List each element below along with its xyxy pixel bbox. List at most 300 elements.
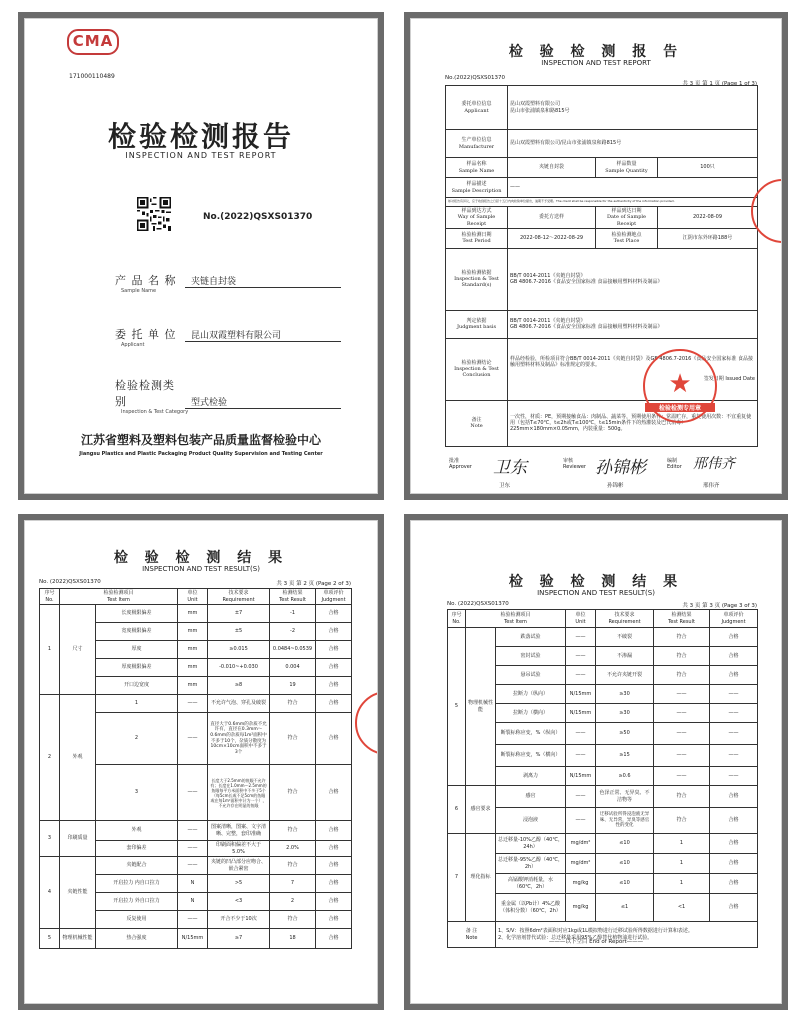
cell-result: —— (654, 767, 710, 786)
cell-req: ≤1 (596, 894, 654, 922)
cell-judgment: 合格 (316, 641, 352, 659)
cell-req: ±7 (208, 605, 270, 623)
cell (596, 228, 658, 248)
cell-judgment: 合格 (316, 623, 352, 641)
approver-signature: 卫东 (493, 458, 527, 478)
field-label: 委 托 单 位 (115, 328, 177, 341)
label-en: Test Place (613, 238, 640, 245)
cell-result: 7 (270, 875, 316, 893)
issuer-name-cn: 江苏省塑料及塑料包装产品质量监督检验中心 (80, 433, 321, 447)
table-row (446, 130, 758, 158)
conclusion-text: 样品经检验，所检项目符合BB/T 0014-2011《夹链自封袋》及GB 4806.7-2016《食品安全国家标准 食品接触用塑料材料及制品》标准规定的要求。 (510, 355, 753, 369)
cell-unit: —— (178, 911, 208, 929)
results-title: 检 验 检 测 结 果 (113, 550, 289, 566)
cell: BB/T 0014-2011《夹链自封袋》 GB 4806.7-2016《食品安全国家标准 食品接触用塑料材料及制品》 (508, 248, 758, 310)
cell-result: <1 (654, 894, 710, 922)
cell-item: 套印偏差 (96, 841, 178, 857)
label-cn: 判定依据 (466, 318, 487, 324)
issued-date: 签发日期 Issued Date (703, 376, 755, 383)
cell-req: ≤10 (596, 854, 654, 874)
cell-req: <3 (208, 893, 270, 911)
cell-judgment: 合格 (710, 894, 758, 922)
cell-result: 19 (270, 677, 316, 695)
cell-item: 长度极限偏差 (96, 605, 178, 623)
label-cn: 委托单位信息 (461, 101, 492, 108)
cell-unit: N/15mm (178, 929, 208, 949)
cell-result: 符合 (270, 911, 316, 929)
report-page (410, 18, 782, 494)
cell-req: ≥30 (596, 704, 654, 723)
cell-item: 1 (96, 695, 178, 713)
cell-judgment: 合格 (710, 666, 758, 685)
cell-unit: N/15mm (566, 704, 596, 723)
cell-group: 物理机械性能 (466, 628, 496, 786)
cell (446, 228, 508, 248)
cell-item: 开启拉力 内自口拉力 (96, 875, 178, 893)
value: 昆山双霞塑料有限公司 (510, 101, 561, 108)
cell-req: ≥50 (596, 723, 654, 745)
cell-group: 尺寸 (60, 605, 96, 695)
cell-unit: mm (178, 659, 208, 677)
cell-no: 2 (40, 695, 60, 821)
cell-item: 感官 (496, 786, 566, 808)
cell-unit: —— (566, 786, 596, 808)
cell-result: 符合 (654, 808, 710, 834)
cell-judgment: 合格 (710, 628, 758, 647)
column-header: 单位 Unit (178, 589, 208, 605)
cell-item: 拉断力（横向） (496, 704, 566, 723)
field-value: 昆山双霞塑料有限公司 (185, 328, 341, 342)
report-number: No.(2022)QSXS01370 (445, 75, 505, 81)
cell-judgment: 合格 (710, 834, 758, 854)
cell-judgment: —— (710, 767, 758, 786)
cell-group: 物理机械性能 (60, 929, 96, 949)
cell-judgment: 合格 (316, 841, 352, 857)
cell-judgment: —— (710, 704, 758, 723)
column-header: 检验检测项目 Test Item (60, 589, 178, 605)
reviewer-name: 孙锦彬 (607, 483, 624, 489)
table-row (446, 248, 758, 310)
cell-item: 厚度极限偏差 (96, 659, 178, 677)
cell-unit: —— (566, 808, 596, 834)
results-page-3 (410, 520, 782, 1004)
results-page-2 (24, 520, 378, 1004)
cma-logo: CMA (67, 29, 119, 55)
edge-seal (355, 691, 378, 755)
cell-unit: N/15mm (566, 767, 596, 786)
cell-result: 符合 (270, 695, 316, 713)
cell-no: 7 (448, 834, 466, 922)
table-row (448, 628, 758, 647)
cell-req: ≥0.015 (208, 641, 270, 659)
cell (508, 86, 758, 130)
table-row (448, 786, 758, 808)
cell-unit: N (178, 875, 208, 893)
cell-result: 1 (654, 834, 710, 854)
cell-result: 符合 (654, 647, 710, 666)
label-en: Judgment basis (456, 324, 497, 331)
qr-code (137, 197, 171, 231)
cell: BB/T 0014-2011《夹链自封袋》 GB 4806.7-2016《食品安全国家标准 食品接触用塑料材料及制品》 (508, 310, 758, 338)
results-subtitle: INSPECTION AND TEST RESULT(S) (142, 565, 260, 573)
cell-result: —— (654, 723, 710, 745)
column-header: 序号 No. (448, 610, 466, 628)
cell-unit: —— (178, 695, 208, 713)
cell-judgment: —— (710, 745, 758, 767)
label-en: Applicant (464, 107, 489, 114)
editor-label (667, 459, 682, 470)
cell-item: 悬吊试验 (496, 666, 566, 685)
label-cn: 检验检测结论 (461, 359, 492, 366)
cell: 100只 (658, 158, 758, 178)
cell-req: ≥30 (596, 685, 654, 704)
cell-no: 5 (448, 628, 466, 786)
field-category (115, 377, 345, 415)
column-header: 单位 Unit (566, 610, 596, 628)
cell-item: 跌落试验 (496, 628, 566, 647)
label-cn: 备注 (471, 417, 482, 423)
cell-item: 宽度极限偏差 (96, 623, 178, 641)
cell (446, 158, 508, 178)
cell-result: 符合 (654, 628, 710, 647)
cell-req: 开合不少于10次 (208, 911, 270, 929)
cell-req: 直径大于0.6mm的杂质不允许有，直径在0.3mm～0.6mm的杂质每1m²面积中不多于10个，杂质分散度为10cm×10cm面积中不多于3个 (208, 713, 270, 765)
cell-item: 反复使用 (96, 911, 178, 929)
cell-result: -1 (270, 605, 316, 623)
cell-result: —— (654, 685, 710, 704)
report-number: No.(2022)QSXS01370 (203, 212, 313, 222)
cell: 夹链自封袋 (508, 158, 596, 178)
table-row (446, 86, 758, 130)
cell-result: 符合 (270, 821, 316, 841)
table-row (40, 929, 352, 949)
cell-req: 不允许夹链开裂 (596, 666, 654, 685)
cell-req: ≤10 (596, 874, 654, 894)
cell-req: 图案清晰，图案、文字清晰、完整，套印准确 (208, 821, 270, 841)
cell-result: —— (654, 745, 710, 767)
cell-unit: —— (178, 841, 208, 857)
role-en: Approver (449, 463, 472, 470)
cell-judgment: 合格 (710, 786, 758, 808)
value-address: 昆山市张浦镇泉和路815号 (510, 107, 570, 114)
label-cn: 样品描述 (466, 181, 487, 188)
cell-unit: mg/dm² (566, 834, 596, 854)
label-en: Sample Name (458, 167, 495, 174)
cell-req: 长度大于2.5mm的鱼眼不允许有；长度在1.0mm～2.5mm的鱼眼每平方米面积中不多于5个（每5cm长或不足5cm的鱼眼或在每1m²面积中计为一个），不允许存在明显的鱼眼 (208, 765, 270, 821)
cell-unit: —— (566, 745, 596, 767)
cell-group: 外观 (60, 695, 96, 821)
role: 编制 (667, 458, 678, 464)
cell-judgment: 合格 (710, 647, 758, 666)
cover-subtitle: INSPECTION AND TEST REPORT (125, 151, 277, 160)
cell-result: 0.0484~0.0539 (270, 641, 316, 659)
column-header: 检测结果 Test Result (654, 610, 710, 628)
field-sublabel: Sample Name (121, 288, 157, 294)
cell-item: 浸泡液 (496, 808, 566, 834)
cell-result: 符合 (270, 765, 316, 821)
field-value: 夹链自封袋 (185, 274, 341, 288)
label-en: Way of Sample Receipt (457, 214, 496, 227)
cell-req: ±5 (208, 623, 270, 641)
label-cn: 生产单位信息 (461, 137, 492, 144)
cell-unit: —— (178, 857, 208, 875)
table-row (446, 228, 758, 248)
label-cn: 样品名称 (466, 161, 487, 168)
cell-judgment: 合格 (710, 808, 758, 834)
report-number: No. (2022)QSXS01370 (39, 579, 101, 585)
table-row (40, 695, 352, 713)
label-cn: 样品数量 (616, 161, 637, 168)
report-subtitle: INSPECTION AND TEST REPORT (541, 59, 651, 67)
field-applicant (115, 323, 345, 348)
label-en: Manufacturer (458, 143, 495, 150)
label-cn: 检验检测地点 (611, 232, 642, 238)
approver-name: 卫东 (499, 483, 511, 489)
cell-judgment: 合格 (316, 911, 352, 929)
cell-group: 理化指标 (466, 834, 496, 922)
table-header (40, 589, 352, 605)
issuer-name-en: Jiangsu Plastics and Plastic Packaging Product Quality Supervision and Testing Center (79, 451, 323, 457)
note-label: 备 注 Note (448, 922, 496, 948)
field-value: 型式检验 (185, 395, 341, 409)
cell (446, 338, 508, 400)
official-seal (643, 349, 717, 423)
cell-result: 符合 (654, 786, 710, 808)
label-en: Note (470, 423, 483, 430)
role-en: Reviewer (563, 463, 586, 470)
cell-result: 1 (654, 874, 710, 894)
cell-item: 总迁移量-10%乙醇（40℃，24h） (496, 834, 566, 854)
seal-text: 检验检测专用章 (645, 403, 715, 412)
page-indicator: 共 3 页 第 1 页 (Page 1 of 3) (682, 81, 757, 87)
cell: —— (508, 178, 758, 198)
cell-judgment: 合格 (316, 875, 352, 893)
editor-name: 邢伟齐 (703, 483, 720, 489)
notice-cell: 如对报告有异议，应于收到报告之日起十五日内向检验单位提出，逾期不予受理。The client shall be responsible for the authenticity of the information provided. (446, 198, 758, 207)
cell-item: 重金属（以Pb计）4%乙酸（体积分数）（60℃，2h） (496, 894, 566, 922)
cell-result: —— (654, 704, 710, 723)
label-cn: 检验检测依据 (461, 269, 492, 276)
cell (446, 130, 508, 158)
cell-judgment: 合格 (316, 857, 352, 875)
field-sublabel: Applicant (121, 342, 145, 348)
cell (446, 400, 508, 446)
cell-req: ≥8 (208, 677, 270, 695)
cell-req: ≥7 (208, 929, 270, 949)
cell-unit: —— (566, 647, 596, 666)
cell-judgment: 合格 (316, 695, 352, 713)
cell-no: 4 (40, 857, 60, 929)
cell: 昆山双霞塑料有限公司/昆山市张浦镇泉和路815号 (508, 130, 758, 158)
cell-judgment: 合格 (316, 929, 352, 949)
label-cn: 样品到达方式 (461, 208, 492, 214)
star-icon: ★ (668, 369, 692, 399)
cell (446, 310, 508, 338)
cell-judgment: 合格 (316, 677, 352, 695)
cell-unit: —— (566, 723, 596, 745)
cell-unit: mm (178, 677, 208, 695)
cell-unit: mm (178, 641, 208, 659)
cell-req: 夹链的凹凸部分应吻合、嵌合紧密 (208, 857, 270, 875)
cell-item: 断裂标称应变，%（纵向） (496, 723, 566, 745)
field-label: 产 品 名 称 (115, 274, 177, 287)
cell-item: 3 (96, 765, 178, 821)
cell-judgment: 合格 (316, 765, 352, 821)
cell-no: 3 (40, 821, 60, 857)
column-header: 检验检测项目 Test Item (466, 610, 566, 628)
table-row (446, 198, 758, 207)
cell (596, 207, 658, 229)
cell-item: 剥离力 (496, 767, 566, 786)
column-header: 单项评价 Judgment (316, 589, 352, 605)
cell: 2022-08-09 (658, 207, 758, 229)
cell-req: 不破裂 (596, 628, 654, 647)
cell-judgment: 合格 (316, 605, 352, 623)
cell-item: 密封试验 (496, 647, 566, 666)
cell-result: 1 (654, 854, 710, 874)
label-en: Sample Description (451, 187, 502, 194)
column-header: 序号 No. (40, 589, 60, 605)
cell-judgment: 合格 (316, 713, 352, 765)
end-of-report: ———以下空白 End of Report——— (548, 939, 644, 945)
cover-title: 检验检测报告 (107, 120, 294, 153)
cell: 委托方送样 (508, 207, 596, 229)
field-sample-name (115, 269, 345, 294)
field-label: 检验检测类别 (115, 379, 175, 408)
editor-signature: 邢伟齐 (693, 456, 735, 472)
cell (508, 338, 758, 400)
reviewer-label (563, 459, 586, 470)
role-en: Editor (667, 463, 682, 470)
cell-unit: N (178, 893, 208, 911)
cell-unit: mm (178, 623, 208, 641)
cell-result: -2 (270, 623, 316, 641)
field-sublabel: Inspection & Test Category (121, 409, 189, 415)
role: 批准 (449, 458, 460, 464)
cell-req: >5 (208, 875, 270, 893)
cell (446, 86, 508, 130)
cell-req: 印刷面积偏差不大于5.0% (208, 841, 270, 857)
note-content: 1、S/V：按照6dm²表面积对应1kg或1L模拟物进行迁移试验所得数据进行计算和表述。 2、化学溶剂替代试验：总迁移量采用95%乙醇替代植物油进行试验。 (496, 922, 758, 948)
label-cn: 样品到达日期 (611, 208, 642, 214)
table-row (446, 207, 758, 229)
cell-req: 不渗漏 (596, 647, 654, 666)
cell-result: 18 (270, 929, 316, 949)
cell-item: 厚度 (96, 641, 178, 659)
table-row (40, 821, 352, 841)
cell-unit: —— (566, 628, 596, 647)
cell: 2022-08-12～2022-08-29 (508, 228, 596, 248)
label-en: Sample Quantity (605, 167, 648, 174)
results-title: 检 验 检 测 结 果 (508, 574, 684, 590)
cell-item: 高锰酸钾消耗量，水（60℃，2h） (496, 874, 566, 894)
cell-req: 不允许气泡、穿孔及破裂 (208, 695, 270, 713)
cell-no: 6 (448, 786, 466, 834)
cell-judgment: 合格 (316, 821, 352, 841)
results-table (39, 588, 352, 949)
cell-unit: —— (178, 765, 208, 821)
results-subtitle: INSPECTION AND TEST RESULT(S) (537, 589, 655, 597)
serial-number: 171000110489 (69, 73, 115, 80)
page-indicator: 共 3 页 第 3 页 (Page 3 of 3) (682, 603, 757, 609)
cell-unit: mg/kg (566, 894, 596, 922)
page-indicator: 共 3 页 第 2 页 (Page 2 of 3) (276, 581, 351, 587)
label-en: Inspection & Test Standard(s) (454, 276, 499, 289)
cell (446, 207, 508, 229)
column-header: 检测结果 Test Result (270, 589, 316, 605)
cell-item: 开启拉力 外自口拉力 (96, 893, 178, 911)
cell-req: ≤10 (596, 834, 654, 854)
cell-no: 1 (40, 605, 60, 695)
cell-result: 符合 (270, 857, 316, 875)
cell-unit: N/15mm (566, 685, 596, 704)
table-row (446, 158, 758, 178)
cell-req: ≥0.6 (596, 767, 654, 786)
column-header: 技术要求 Requirement (596, 610, 654, 628)
cell-result: 2 (270, 893, 316, 911)
report-title: 检 验 检 测 报 告 (508, 44, 684, 60)
column-header: 技术要求 Requirement (208, 589, 270, 605)
reviewer-signature: 孙锦彬 (595, 458, 646, 478)
cell-judgment: 合格 (710, 854, 758, 874)
table-row (40, 605, 352, 623)
cell-item: 开口边宽度 (96, 677, 178, 695)
cell-req: 迁移试验所得浸泡液无异味、无异常，异臭等感官性的变化 (596, 808, 654, 834)
cell-item: 外观 (96, 821, 178, 841)
cell-unit: mg/kg (566, 874, 596, 894)
table-row (446, 178, 758, 198)
cell-req: -0.010~+0.030 (208, 659, 270, 677)
cell (596, 158, 658, 178)
table-row (40, 857, 352, 875)
cell-item: 断裂标称应变，%（横向） (496, 745, 566, 767)
cell-unit: —— (566, 666, 596, 685)
cell-judgment: 合格 (316, 659, 352, 677)
cell-item: 夹链配合 (96, 857, 178, 875)
role: 审核 (563, 458, 574, 464)
label-en: Test Period (462, 238, 491, 245)
cell-judgment: 合格 (710, 874, 758, 894)
report-number: No. (2022)QSXS01370 (447, 601, 509, 607)
cell-no: 5 (40, 929, 60, 949)
label-en: Date of Sample Receipt (607, 214, 646, 227)
cell: 一次性，材质：PE，预期接触食品：肉制品、蔬菜等，预期使用条件：常温贮存，重复使用次数：不宜重复使用（包括T≤70℃，t≤2h或T≤100℃，t≤15min条件下的热灌装及巴氏消毒）225mm×180mm×0.05mm，内装重量：500g。 (508, 400, 758, 446)
cell-unit: mm (178, 605, 208, 623)
cell: 江阴市东外环路188号 (658, 228, 758, 248)
table-header (448, 610, 758, 628)
cell-result: 2.0% (270, 841, 316, 857)
cell-item: 热合强度 (96, 929, 178, 949)
cell-judgment: —— (710, 723, 758, 745)
cell-unit: —— (178, 713, 208, 765)
cell (446, 248, 508, 310)
cell-item: 拉断力（纵向） (496, 685, 566, 704)
cell-unit: mg/dm² (566, 854, 596, 874)
cell-judgment: 合格 (316, 893, 352, 911)
cell-group: 夹链性能 (60, 857, 96, 929)
cell-item: 总迁移量-95%乙醇（40℃，2h） (496, 854, 566, 874)
cell-req: ≥15 (596, 745, 654, 767)
cell-req: 色泽正常、无异臭、不洁物等 (596, 786, 654, 808)
column-header: 单项评价 Judgment (710, 610, 758, 628)
cell-group: 印刷质量 (60, 821, 96, 857)
label-en: Inspection & Test Conclusion (454, 366, 499, 379)
cell-group: 感官要求 (466, 786, 496, 834)
approver-label (449, 459, 472, 470)
label-cn: 检验检测日期 (461, 232, 492, 238)
table-row (446, 310, 758, 338)
cell-judgment: —— (710, 685, 758, 704)
